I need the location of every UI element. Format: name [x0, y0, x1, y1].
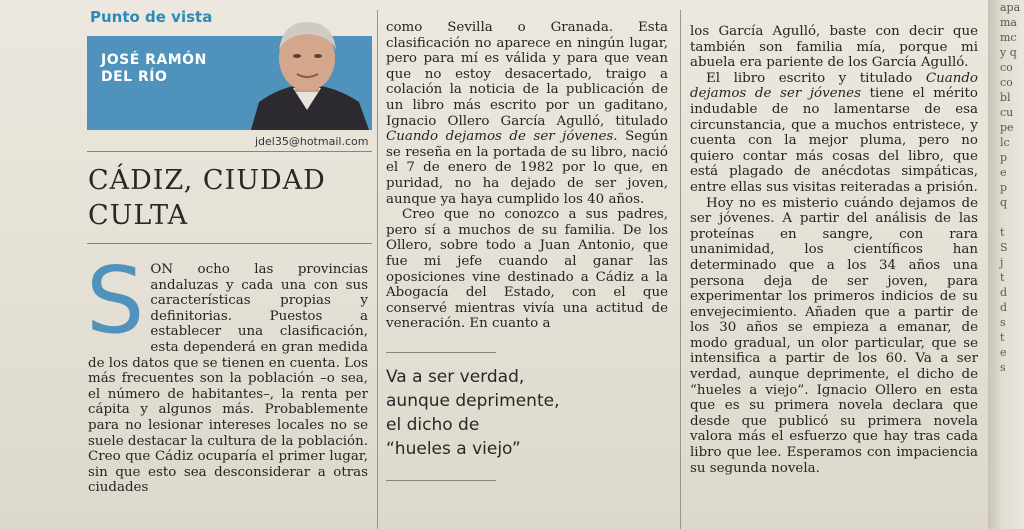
column-divider	[680, 10, 681, 529]
header-rule	[87, 151, 372, 152]
author-name-line1: JOSÉ RAMÓN	[101, 52, 207, 68]
fragment-line: mc	[1000, 31, 1017, 44]
fragment-line: y q	[1000, 46, 1017, 59]
fragment-line: t	[1000, 331, 1005, 344]
headline	[88, 163, 368, 233]
headline-line1: CÁDIZ, CIUDAD	[88, 165, 326, 196]
fragment-line: j	[1000, 256, 1004, 269]
fragment-line: apa	[1000, 1, 1021, 14]
column-3-paragraph-1: los García Agulló, baste con decir que también son familia mía, porque mi abuela era pariente de los García Agulló.	[690, 24, 978, 71]
column-3-paragraph-2: El libro escrito y titulado Cuando dejamos de ser jóvenes tiene el mérito indudable de no lamentarse de esa circunstancia, que a muchos entristece, y cuenta con la mejor pluma, pero no quiero contar más cosas del libro, que está plagado de anécdotas simpáticas, entre ellas sus visitas reiteradas a prisión.	[690, 70, 978, 195]
fragment-line: d	[1000, 301, 1008, 314]
author-name-line2: DEL RÍO	[101, 69, 168, 85]
author-photo	[241, 14, 372, 130]
column-2	[386, 20, 668, 332]
fragment-line: p	[1000, 151, 1008, 164]
adjacent-page-fragments	[1000, 0, 1020, 375]
fragment-line: t	[1000, 226, 1005, 239]
fragment-line: pe	[1000, 121, 1014, 134]
headline-rule	[87, 243, 372, 244]
fragment-line: t	[1000, 271, 1005, 284]
author-email: jdel35@hotmail.com	[255, 135, 369, 148]
adjacent-page-edge	[988, 0, 1024, 529]
section-label: Punto de vista	[90, 8, 213, 26]
pull-quote	[386, 365, 666, 461]
pull-quote-line: “hueles a viejo”	[386, 439, 521, 459]
pull-quote-line: aunque deprimente,	[386, 391, 560, 411]
fragment-line: s	[1000, 316, 1006, 329]
column-2-paragraph-2: Creo que no conozco a sus padres, pero sí a muchos de su familia. De los Ollero, sobre todo a Juan Antonio, que fue mi jefe cuando al ganar las oposiciones vine destinado a Cádiz a la Abogacía del Estado, con el que conservé mientras vivía una actitud de veneración. En cuanto a	[386, 207, 668, 332]
fragment-line: p	[1000, 181, 1008, 194]
fragment-line	[1000, 210, 1020, 225]
column-divider	[377, 10, 378, 529]
fragment-line: S	[1000, 241, 1008, 254]
fragment-line: q	[1000, 196, 1008, 209]
fragment-line: lc	[1000, 136, 1010, 149]
drop-cap: S	[86, 247, 145, 354]
fragment-line: ma	[1000, 16, 1017, 29]
author-banner	[87, 36, 372, 130]
fragment-line: d	[1000, 286, 1008, 299]
fragment-line: cu	[1000, 106, 1014, 119]
fragment-line: e	[1000, 346, 1007, 359]
quote-rule-top	[386, 352, 496, 353]
book-title: Cuando dejamos de ser jóvenes	[690, 70, 978, 102]
column-3	[690, 24, 978, 476]
fragment-line: bl	[1000, 91, 1011, 104]
author-name	[101, 52, 207, 86]
fragment-line: co	[1000, 76, 1013, 89]
book-title: Cuando dejamos de ser jóvenes	[386, 129, 614, 145]
fragment-line: e	[1000, 166, 1007, 179]
column-2-paragraph-1: como Sevilla o Granada. Esta clasificación no aparece en ningún lugar, pero para mí es válida y para que vean que no estoy desacertado, traigo a colación la noticia de la publicación de un libro más escrito por un gaditano, Ignacio Ollero García Agulló, titulado Cuando dejamos de ser jóvenes. Según se reseña en la portada de su libro, nació el 7 de enero de 1982 por lo que, en puridad, no ha dejado de ser joven, aunque ya haya cumplido los 40 años.	[386, 20, 668, 207]
headline-line2: CULTA	[88, 200, 189, 231]
column-1-text: ON ocho las provincias andaluzas y cada una con sus características propias y definitorias. Puestos a establecer una clasificación, esta dependerá en gran medida de los datos que se tienen en cuenta. Los más frecuentes son la población –o sea, el número de habitantes–, la renta per cápita y algunos más. Probablemente para no lesionar intereses locales no se suele destacar la cultura de la población. Creo que Cádiz ocuparía el primer lugar, sin que esto sea desconsiderar a otras ciudades	[88, 262, 368, 496]
fragment-line: s	[1000, 361, 1006, 374]
column-1	[86, 247, 368, 496]
pull-quote-line: el dicho de	[386, 415, 480, 435]
pull-quote-line: Va a ser verdad,	[386, 367, 525, 387]
fragment-line: co	[1000, 61, 1013, 74]
column-3-paragraph-3: Hoy no es misterio cuándo dejamos de ser jóvenes. A partir del análisis de las proteínas en sangre, con rara unanimidad, los científicos han determinado que a los 34 años una persona deja de ser joven, para experimentar los primeros indicios de su envejecimiento. Añaden que a partir de los 30 años se empieza a emanar, de modo gradual, un olor particular, que se intensifica a partir de los 60. Va a ser verdad, aunque deprimente, el dicho de “hueles a viejo”. Ignacio Ollero en esta que es su primera novela declara que desde que publicó su primera novela valora más el esfuerzo que hay tras cada libro que lee. Esperamos con impaciencia su segunda novela.	[690, 195, 978, 476]
quote-rule-bottom	[386, 480, 496, 481]
column-1-paragraph	[86, 247, 368, 496]
